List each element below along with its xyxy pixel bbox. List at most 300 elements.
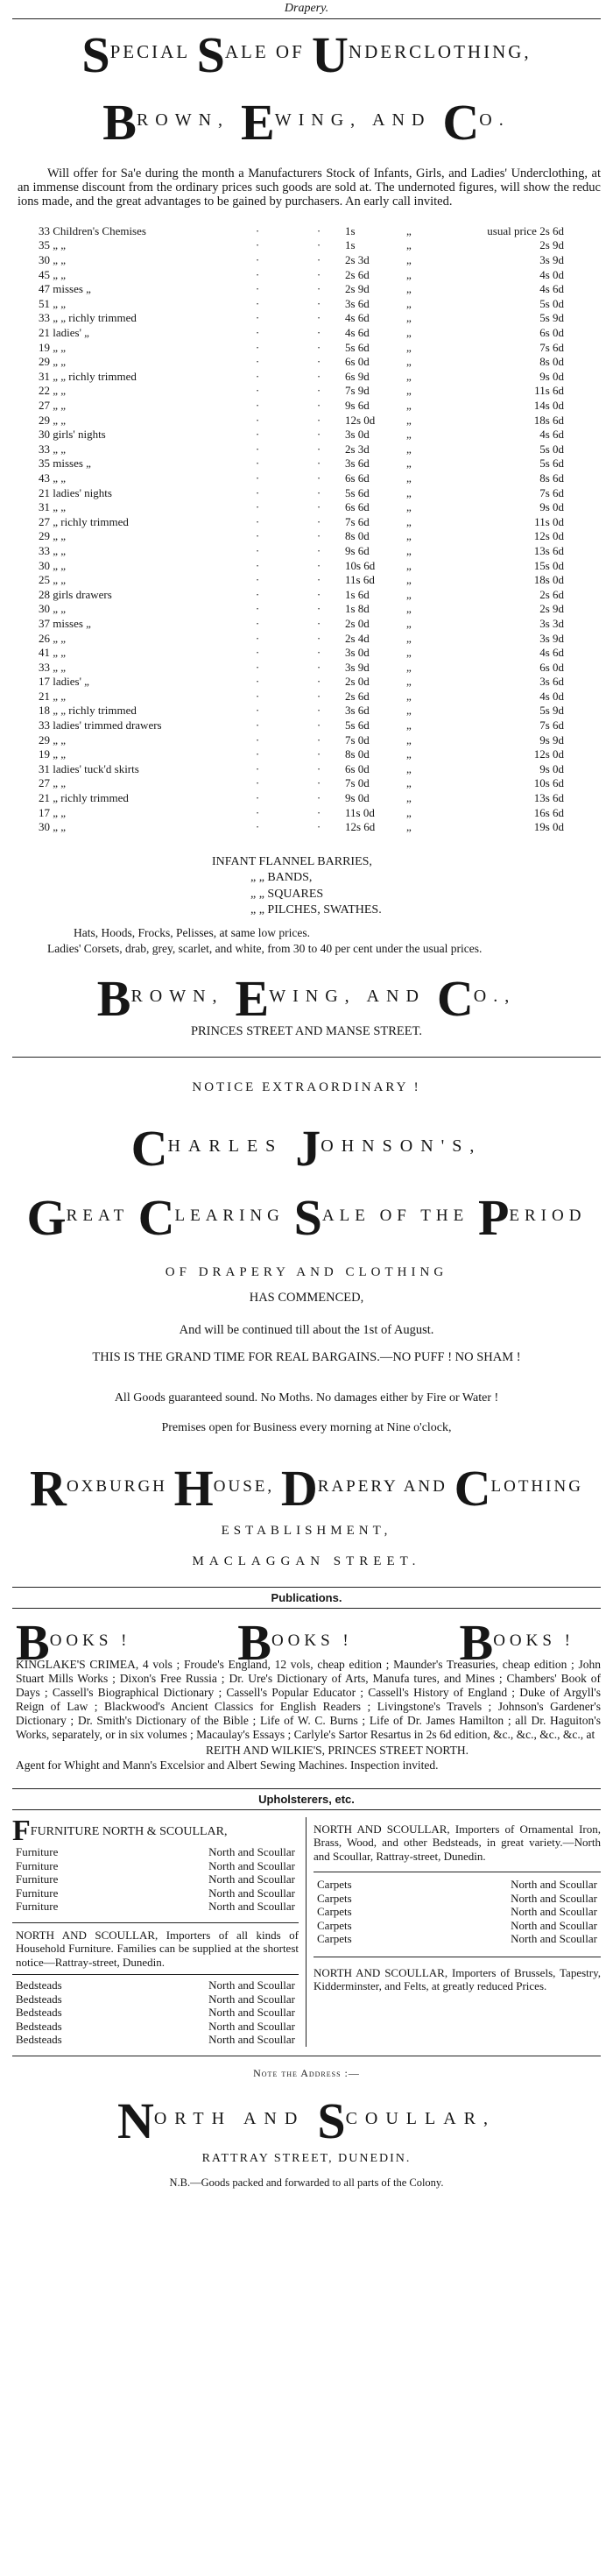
- leader-dot: ·: [316, 776, 321, 790]
- list-item: [12, 1992, 299, 2006]
- price-item: 33 „ „: [39, 442, 67, 456]
- price-row: [39, 544, 599, 559]
- establishment: ESTABLISHMENT,: [221, 1523, 392, 1538]
- item-label: Furniture: [16, 1845, 59, 1859]
- ditto-mark: „: [406, 267, 412, 281]
- item-label: Carpets: [317, 1878, 352, 1892]
- leader-dot: ·: [255, 311, 260, 325]
- leader-dot: ·: [255, 238, 260, 252]
- price-new: 7s 9d: [345, 384, 370, 398]
- leader-dot: ·: [316, 660, 321, 674]
- price-new: 11s 6d: [345, 573, 375, 587]
- price-new: 6s 0d: [345, 761, 370, 775]
- firm-label: North and Scoullar: [208, 2019, 295, 2033]
- leader-dot: ·: [255, 471, 260, 485]
- price-row: [39, 500, 599, 515]
- item-label: Bedsteads: [16, 2033, 62, 2047]
- price-row: [39, 704, 599, 718]
- leader-dot: ·: [316, 355, 321, 369]
- price-row: [39, 820, 599, 835]
- price-item: 27 „ „: [39, 399, 67, 413]
- price-new: 6s 9d: [345, 369, 370, 383]
- ditto-mark: „: [406, 646, 412, 660]
- note-address: Note the Address :—: [253, 2066, 360, 2079]
- price-usual: 4s 0d: [539, 689, 564, 703]
- price-row: [39, 355, 599, 370]
- price-item: 30 „ „: [39, 820, 67, 834]
- price-usual: 11s 0d: [534, 514, 564, 528]
- ditto-mark: „: [406, 543, 412, 557]
- price-row: [39, 529, 599, 544]
- leader-dot: ·: [316, 616, 321, 630]
- ditto-mark: „: [406, 747, 412, 761]
- leader-dot: ·: [255, 602, 260, 616]
- price-new: 10s 6d: [345, 558, 376, 572]
- firm-label: North and Scoullar: [208, 1872, 295, 1886]
- firm-label: North and Scoullar: [511, 1891, 597, 1905]
- leader-dot: ·: [255, 761, 260, 775]
- item-label: Bedsteads: [16, 1992, 62, 2006]
- firm-label: North and Scoullar: [511, 1878, 597, 1892]
- price-row: [39, 456, 599, 471]
- leader-dot: ·: [316, 514, 321, 528]
- price-usual: 5s 0d: [539, 296, 564, 310]
- ditto-mark: „: [406, 399, 412, 413]
- leader-dot: ·: [255, 355, 260, 369]
- price-row: [39, 326, 599, 341]
- ditto-mark: „: [406, 529, 412, 543]
- price-new: 9s 6d: [345, 399, 370, 413]
- special-sale-headline: SPECIAL SALE OF UNDERCLOTHING,: [81, 26, 532, 83]
- item-label: Furniture: [16, 1900, 59, 1914]
- firm-label: North and Scoullar: [208, 1886, 295, 1900]
- price-item: 35 misses „: [39, 456, 91, 471]
- charles-johnson-name: CHARLES JOHNSON'S,: [130, 1120, 483, 1178]
- firm-label: North and Scoullar: [208, 2006, 295, 2020]
- north-scoullar-firm: NORTH AND SCOULLAR,: [116, 2091, 497, 2149]
- bedsteads-list: [12, 1978, 299, 2047]
- price-new: 3s 6d: [345, 456, 370, 471]
- leader-dot: ·: [255, 369, 260, 383]
- ditto-mark: „: [406, 616, 412, 630]
- price-row: [39, 762, 599, 777]
- price-row: [39, 485, 599, 500]
- price-item: 18 „ „ richly trimmed: [39, 704, 137, 718]
- price-usual: 8s 0d: [539, 355, 564, 369]
- price-new: 3s 9d: [345, 660, 370, 674]
- nb-line: N.B.—Goods packed and forwarded to all parts of the Colony.: [169, 2176, 444, 2190]
- leader-dot: ·: [316, 238, 321, 252]
- price-row: [39, 675, 599, 690]
- price-usual: 5s 9d: [539, 704, 564, 718]
- leader-dot: ·: [316, 791, 321, 805]
- price-usual: 11s 6d: [534, 384, 564, 398]
- list-item: [12, 2006, 299, 2020]
- leader-dot: ·: [316, 296, 321, 310]
- price-usual: 3s 9d: [539, 631, 564, 645]
- sale-intro-paragraph: Will offer for Sa'e during the month a Manufacturers Stock of Infants, Girls, and Ladies' Underclothing, at an immense discount from the ordinary prices such goods are sold at. The undernoted figures, will show the reduc ions made, and the great advantages to be gained by purchasers. An early call invited.: [18, 166, 601, 209]
- leader-dot: ·: [255, 296, 260, 310]
- ditto-mark: „: [406, 296, 412, 310]
- leader-dot: ·: [316, 326, 321, 340]
- section-header-drapery: Drapery.: [12, 0, 601, 19]
- price-item: 21 ladies' nights: [39, 485, 112, 499]
- price-item: 29 „ „: [39, 529, 67, 543]
- list-item: [314, 1919, 601, 1933]
- price-item: 26 „ „: [39, 631, 67, 645]
- corsets-line: Ladies' Corsets, drab, grey, scarlet, and white, from 30 to 40 per cent under the usual prices.: [47, 941, 483, 955]
- leader-dot: ·: [255, 500, 260, 514]
- list-item: [12, 2020, 299, 2034]
- price-item: 45 „ „: [39, 267, 67, 281]
- firm-label: North and Scoullar: [208, 1992, 295, 2006]
- price-usual: 13s 6d: [533, 543, 564, 557]
- price-row: [39, 776, 599, 791]
- leader-dot: ·: [255, 616, 260, 630]
- item-label: Carpets: [317, 1932, 352, 1946]
- books-list-paragraph: KINGLAKE'S CRIMEA, 4 vols ; Froude's England, 12 vols, cheap edition ; Maunder's Treasuries, cheap edition ; John Stuart Mills Works ; Dixon's Free Russia ; Dr. Ure's Dictionary of Arts, Manufa tures, and Mines ; Chambers' Book of Days ; Cassell's Biographical Dictionary ; Cassell's Popular Educator ; Cassell's History of England ; Duke of Argyll's Reign of Law ; Blackwood's Ancient Classics for English Readers ; Livingstone's Travels ; Johnson's Gardener's Dictionary ; Dr. Smith's Dictionary of the Bible ; Life of W. C. Burns ; Life of Dr. James Hamilton ; all Dr. Haguiton's Works, separately, or in six volumes ; Macaulay's Essays ; Carlyle's Sartor Resartus in 2s 6d edition, &c., &c., &c., &c., at: [16, 1657, 601, 1741]
- price-row: [39, 732, 599, 747]
- price-new: 9s 6d: [345, 543, 370, 557]
- leader-dot: ·: [316, 369, 321, 383]
- price-usual: 9s 0d: [539, 500, 564, 514]
- price-new: 5s 6d: [345, 485, 370, 499]
- price-usual: 9s 9d: [539, 732, 564, 747]
- list-item: [12, 1886, 299, 1900]
- price-usual: usual price 2s 6d: [487, 223, 564, 237]
- leader-dot: ·: [255, 704, 260, 718]
- price-row: [39, 471, 599, 486]
- leader-dot: ·: [316, 761, 321, 775]
- ditto-mark: „: [406, 791, 412, 805]
- list-item: [12, 1859, 299, 1873]
- firm-label: North and Scoullar: [208, 1845, 295, 1859]
- price-new: 2s 0d: [345, 616, 370, 630]
- leader-dot: ·: [316, 602, 321, 616]
- price-row: [39, 558, 599, 573]
- price-item: 21 ladies' „: [39, 326, 89, 340]
- leader-dot: ·: [316, 718, 321, 732]
- continued-line: And will be continued till about the 1st of August.: [179, 1322, 434, 1337]
- price-usual: 19s 0d: [533, 820, 564, 834]
- price-usual: 6s 0d: [539, 660, 564, 674]
- price-item: 19 „ „: [39, 747, 67, 761]
- price-new: 7s 6d: [345, 514, 370, 528]
- list-item: [12, 1872, 299, 1886]
- price-usual: 18s 6d: [533, 413, 564, 427]
- ditto-mark: „: [406, 587, 412, 601]
- leader-dot: ·: [255, 267, 260, 281]
- leader-dot: ·: [316, 399, 321, 413]
- leader-dot: ·: [316, 340, 321, 354]
- upholsterers-columns: [12, 1814, 601, 2047]
- price-item: 30 girls' nights: [39, 428, 106, 442]
- price-usual: 5s 6d: [539, 456, 564, 471]
- infant-flannel-list: INFANT FLANNEL BARRIES, „ „ BANDS, „ „ SQUARES „ „ PILCHES, SWATHES.: [212, 854, 382, 917]
- leader-dot: ·: [316, 631, 321, 645]
- leader-dot: ·: [255, 689, 260, 703]
- leader-dot: ·: [255, 543, 260, 557]
- item-label: Bedsteads: [16, 2006, 62, 2020]
- price-item: 33 „ „ richly trimmed: [39, 311, 137, 325]
- leader-dot: ·: [255, 631, 260, 645]
- price-item: 33 „ „: [39, 543, 67, 557]
- sewing-machines-agent: Agent for Whight and Mann's Excelsior and Albert Sewing Machines. Inspection invited.: [16, 1758, 439, 1772]
- price-new: 2s 3d: [345, 442, 370, 456]
- footer-firm-brown-ewing: BROWN, EWING, AND CO.,: [96, 969, 517, 1027]
- ditto-mark: „: [406, 311, 412, 325]
- item-label: Bedsteads: [16, 1978, 62, 1992]
- firm-label: North and Scoullar: [511, 1918, 597, 1932]
- price-new: 11s 0d: [345, 805, 375, 819]
- item-label: Furniture: [16, 1886, 59, 1900]
- price-item: 30 „ „: [39, 558, 67, 572]
- leader-dot: ·: [316, 805, 321, 819]
- has-commenced: HAS COMMENCED,: [249, 1290, 364, 1305]
- drapery-clothing-line: OF DRAPERY AND CLOTHING: [165, 1264, 448, 1279]
- leader-dot: ·: [255, 805, 260, 819]
- ditto-mark: „: [406, 442, 412, 456]
- price-row: [39, 791, 599, 806]
- ditto-mark: „: [406, 456, 412, 471]
- price-new: 2s 6d: [345, 689, 370, 703]
- price-item: 33 ladies' trimmed drawers: [39, 718, 162, 732]
- price-new: 4s 6d: [345, 311, 370, 325]
- price-item: 22 „ „: [39, 384, 67, 398]
- leader-dot: ·: [316, 223, 321, 237]
- leader-dot: ·: [255, 529, 260, 543]
- price-row: [39, 660, 599, 675]
- ditto-mark: „: [406, 413, 412, 427]
- price-item: 21 „ richly trimmed: [39, 791, 129, 805]
- firm-label: North and Scoullar: [511, 1905, 597, 1919]
- great-clearing-sale: GREAT CLEARING SALE OF THE PERIOD: [26, 1189, 587, 1247]
- ditto-mark: „: [406, 820, 412, 834]
- leader-dot: ·: [255, 573, 260, 587]
- ditto-mark: „: [406, 631, 412, 645]
- price-usual: 13s 6d: [533, 791, 564, 805]
- price-usual: 12s 0d: [533, 529, 564, 543]
- ditto-mark: „: [406, 485, 412, 499]
- price-item: 31 ladies' tuck'd skirts: [39, 761, 139, 775]
- price-usual: 3s 9d: [539, 253, 564, 267]
- price-new: 2s 3d: [345, 253, 370, 267]
- price-new: 1s: [345, 223, 356, 237]
- price-usual: 4s 6d: [539, 428, 564, 442]
- price-usual: 2s 6d: [539, 587, 564, 601]
- firm-label: North and Scoullar: [511, 1932, 597, 1946]
- price-usual: 7s 6d: [539, 718, 564, 732]
- left-column: [12, 1814, 306, 2047]
- list-item: [12, 2033, 299, 2047]
- leader-dot: ·: [316, 500, 321, 514]
- price-item: 28 girls drawers: [39, 587, 112, 601]
- item-label: Furniture: [16, 1858, 59, 1872]
- leader-dot: ·: [255, 413, 260, 427]
- ditto-mark: „: [406, 776, 412, 790]
- leader-dot: ·: [255, 660, 260, 674]
- price-new: 12s 0d: [345, 413, 376, 427]
- leader-dot: ·: [255, 456, 260, 471]
- price-row: [39, 587, 599, 602]
- leader-dot: ·: [255, 282, 260, 296]
- price-new: 9s 0d: [345, 791, 370, 805]
- leader-dot: ·: [255, 442, 260, 456]
- leader-dot: ·: [255, 776, 260, 790]
- section-header-publications: Publications.: [12, 1588, 601, 1609]
- price-new: 3s 6d: [345, 296, 370, 310]
- price-row: [39, 224, 599, 239]
- price-item: 25 „ „: [39, 573, 67, 587]
- right-column: [306, 1817, 601, 2047]
- ditto-mark: „: [406, 805, 412, 819]
- list-item: [314, 1905, 601, 1919]
- price-row: [39, 617, 599, 632]
- price-new: 2s 9d: [345, 282, 370, 296]
- ditto-mark: „: [406, 718, 412, 732]
- ditto-mark: „: [406, 761, 412, 775]
- price-item: 33 Children's Chemises: [39, 223, 146, 237]
- grand-time-line: THIS IS THE GRAND TIME FOR REAL BARGAINS.—NO PUFF ! NO SHAM !: [92, 1349, 521, 1364]
- hats-line: Hats, Hoods, Frocks, Pelisses, at same low prices.: [74, 925, 310, 939]
- leader-dot: ·: [316, 529, 321, 543]
- ditto-mark: „: [406, 355, 412, 369]
- leader-dot: ·: [255, 399, 260, 413]
- price-row: [39, 428, 599, 442]
- carpets-paragraph: NORTH AND SCOULLAR, Importers of Brussels, Tapestry, Kidderminster, and Felts, at greatly reduced Prices.: [314, 1965, 601, 1993]
- price-new: 5s 6d: [345, 718, 370, 732]
- furniture-heading: FFURNITURE NORTH & SCOULLAR,: [12, 1814, 228, 1847]
- price-item: 17 ladies' „: [39, 675, 89, 689]
- price-item: 33 „ „: [39, 660, 67, 674]
- leader-dot: ·: [316, 573, 321, 587]
- leader-dot: ·: [255, 223, 260, 237]
- price-new: 7s 0d: [345, 776, 370, 790]
- list-item: [314, 1932, 601, 1946]
- price-row: [39, 311, 599, 326]
- leader-dot: ·: [316, 675, 321, 689]
- leader-dot: ·: [316, 732, 321, 747]
- price-new: 2s 0d: [345, 675, 370, 689]
- firm-address: PRINCES STREET AND MANSE STREET.: [190, 1024, 423, 1039]
- price-usual: 10s 6d: [533, 776, 564, 790]
- price-item: 31 „ „: [39, 500, 67, 514]
- ditto-mark: „: [406, 500, 412, 514]
- price-usual: 5s 9d: [539, 311, 564, 325]
- leader-dot: ·: [255, 646, 260, 660]
- price-usual: 7s 6d: [539, 485, 564, 499]
- firm-label: North and Scoullar: [208, 1900, 295, 1914]
- price-new: 1s: [345, 238, 356, 252]
- price-new: 8s 0d: [345, 529, 370, 543]
- price-new: 2s 4d: [345, 631, 370, 645]
- ditto-mark: „: [406, 704, 412, 718]
- price-new: 1s 6d: [345, 587, 370, 601]
- price-row: [39, 370, 599, 385]
- list-item: [12, 1900, 299, 1914]
- price-new: 6s 6d: [345, 471, 370, 485]
- leader-dot: ·: [316, 267, 321, 281]
- item-label: Bedsteads: [16, 2019, 62, 2033]
- section-header-upholsterers: Upholsterers, etc.: [12, 1789, 601, 1810]
- ditto-mark: „: [406, 732, 412, 747]
- price-row: [39, 631, 599, 646]
- ditto-mark: „: [406, 223, 412, 237]
- price-item: 27 „ richly trimmed: [39, 514, 129, 528]
- price-usual: 9s 0d: [539, 369, 564, 383]
- price-usual: 4s 6d: [539, 282, 564, 296]
- list-item: [12, 1845, 299, 1859]
- leader-dot: ·: [316, 587, 321, 601]
- price-item: 30 „ „: [39, 253, 67, 267]
- price-new: 7s 0d: [345, 732, 370, 747]
- price-usual: 4s 6d: [539, 646, 564, 660]
- ditto-mark: „: [406, 340, 412, 354]
- price-row: [39, 573, 599, 588]
- leader-dot: ·: [316, 311, 321, 325]
- leader-dot: ·: [316, 689, 321, 703]
- leader-dot: ·: [316, 456, 321, 471]
- goods-guaranteed-line: All Goods guaranteed sound. No Moths. No damages either by Fire or Water !: [114, 1391, 499, 1405]
- price-row: [39, 399, 599, 414]
- price-usual: 3s 3d: [539, 616, 564, 630]
- leader-dot: ·: [316, 543, 321, 557]
- leader-dot: ·: [316, 253, 321, 267]
- price-new: 3s 0d: [345, 428, 370, 442]
- price-row: [39, 340, 599, 355]
- price-new: 4s 6d: [345, 326, 370, 340]
- price-usual: 9s 0d: [539, 761, 564, 775]
- item-label: Carpets: [317, 1918, 352, 1932]
- price-usual: 2s 9d: [539, 238, 564, 252]
- ditto-mark: „: [406, 660, 412, 674]
- price-usual: 16s 6d: [533, 805, 564, 819]
- price-usual: 4s 0d: [539, 267, 564, 281]
- leader-dot: ·: [316, 558, 321, 572]
- price-new: 1s 8d: [345, 602, 370, 616]
- price-row: [39, 253, 599, 268]
- leader-dot: ·: [255, 428, 260, 442]
- ditto-mark: „: [406, 675, 412, 689]
- ditto-mark: „: [406, 558, 412, 572]
- price-row: [39, 442, 599, 457]
- price-item: 35 „ „: [39, 238, 67, 252]
- price-row: [39, 267, 599, 282]
- leader-dot: ·: [255, 718, 260, 732]
- list-item: [314, 1878, 601, 1892]
- leader-dot: ·: [316, 428, 321, 442]
- price-row: [39, 413, 599, 428]
- price-new: 8s 0d: [345, 747, 370, 761]
- maclaggan-street: MACLAGGAN STREET.: [192, 1553, 421, 1568]
- bedsteads-paragraph: NORTH AND SCOULLAR, Importers of Ornamental Iron, Brass, Wood, and other Bedsteads, in great variety.—North and Scoullar, Rattray-street, Dunedin.: [314, 1822, 601, 1863]
- premises-line: Premises open for Business every morning at Nine o'clock,: [161, 1420, 452, 1434]
- leader-dot: ·: [316, 485, 321, 499]
- price-row: [39, 297, 599, 312]
- item-label: Carpets: [317, 1891, 352, 1905]
- price-item: 43 „ „: [39, 471, 67, 485]
- price-new: 3s 0d: [345, 646, 370, 660]
- reith-wilkie-address: REITH AND WILKIE'S, PRINCES STREET NORTH.: [206, 1743, 469, 1757]
- books-headline: BOOKS ! BOOKS ! BOOKS !: [16, 1613, 574, 1671]
- notice-title: NOTICE EXTRAORDINARY !: [192, 1080, 421, 1095]
- leader-dot: ·: [316, 471, 321, 485]
- leader-dot: ·: [255, 791, 260, 805]
- carpets-list: [314, 1878, 601, 1946]
- ditto-mark: „: [406, 238, 412, 252]
- price-item: 29 „ „: [39, 732, 67, 747]
- price-new: 2s 6d: [345, 267, 370, 281]
